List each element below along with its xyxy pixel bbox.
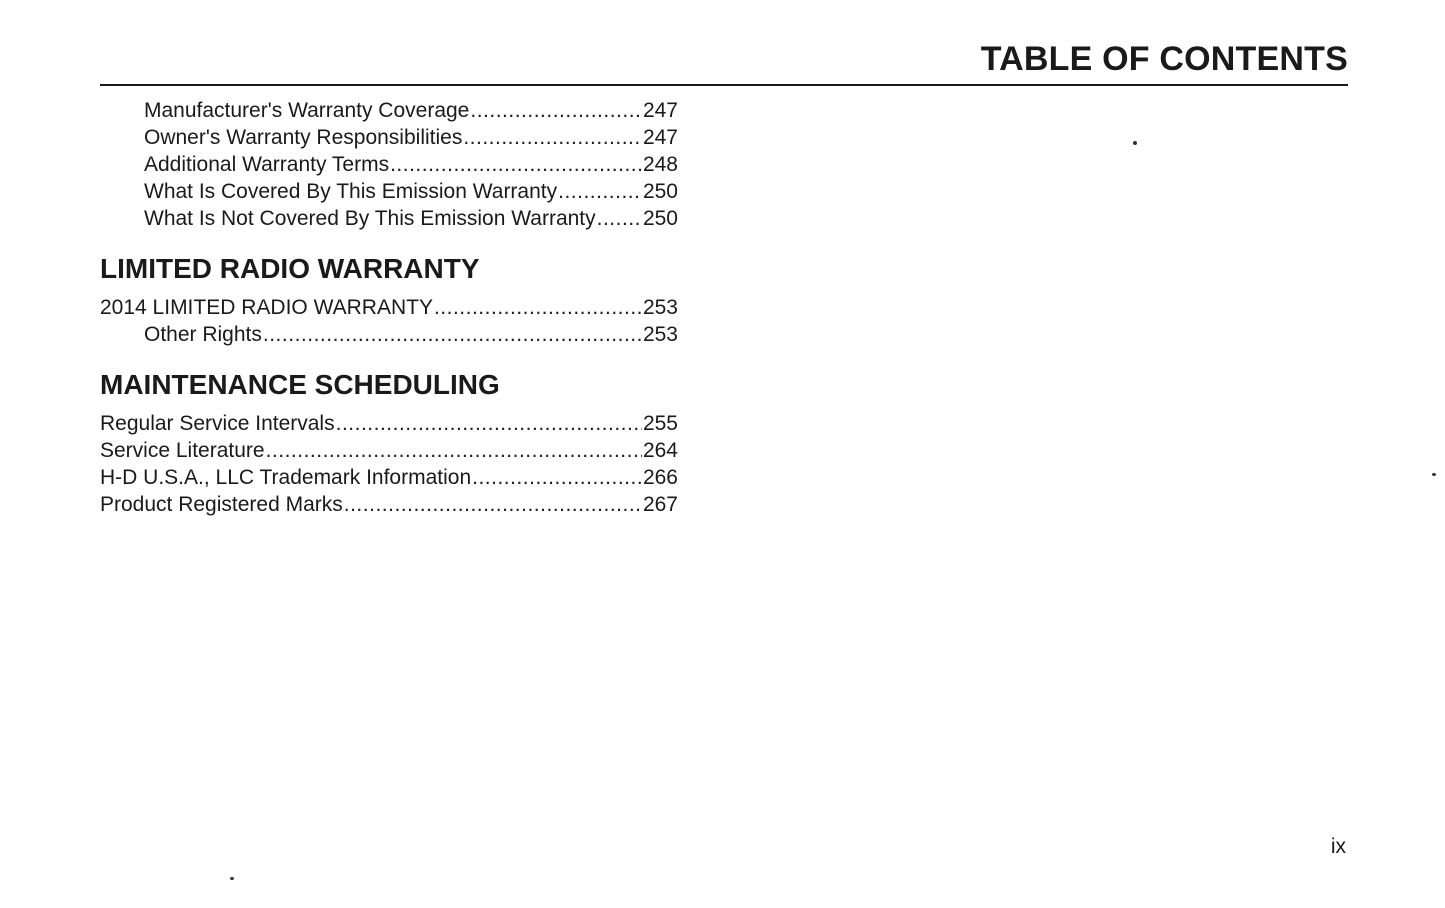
dot-leader (434, 294, 642, 321)
dot-leader (463, 124, 642, 151)
dot-leader (344, 491, 642, 518)
section-heading-maintenance-scheduling: MAINTENANCE SCHEDULING (100, 369, 500, 400)
toc-entry-page: 250 (642, 180, 678, 203)
toc-entry-what-is-not-covered[interactable] (100, 205, 678, 232)
toc-entry-trademark-information[interactable] (100, 464, 678, 491)
toc-entry-product-registered-marks[interactable] (100, 491, 678, 518)
dot-leader (470, 97, 642, 124)
toc-entry-additional-warranty-terms[interactable] (100, 151, 678, 178)
toc-entry-2014-limited-radio-warranty[interactable] (100, 294, 678, 321)
toc-entry-label: H-D U.S.A., LLC Trademark Information (100, 466, 472, 489)
toc-entry-regular-service-intervals[interactable] (100, 410, 678, 437)
toc-entry-label: Manufacturer's Warranty Coverage (144, 99, 470, 122)
dot-leader (390, 151, 642, 178)
toc-entry-page: 255 (642, 412, 678, 435)
toc-entry-manufacturers-warranty-coverage[interactable] (100, 97, 678, 124)
toc-entry-page: 250 (642, 207, 678, 230)
toc-entry-page: 247 (642, 126, 678, 149)
toc-entry-page: 248 (642, 153, 678, 176)
toc-entry-page: 253 (642, 323, 678, 346)
toc-entry-label: What Is Covered By This Emission Warranty (144, 180, 558, 203)
scan-speck (1432, 473, 1436, 476)
toc-entry-page: 266 (642, 466, 678, 489)
toc-entry-label: Service Literature (100, 439, 265, 462)
toc-entry-page: 267 (642, 493, 678, 516)
toc-entry-what-is-covered[interactable] (100, 178, 678, 205)
table-of-contents (100, 97, 678, 518)
dot-leader (263, 321, 642, 348)
toc-entry-other-rights[interactable] (100, 321, 678, 348)
dot-leader (472, 464, 642, 491)
toc-entry-label: Product Registered Marks (100, 493, 343, 516)
toc-entry-label: Additional Warranty Terms (144, 153, 390, 176)
toc-entry-page: 247 (642, 99, 678, 122)
toc-entry-page: 253 (642, 296, 678, 319)
section-heading-limited-radio-warranty: LIMITED RADIO WARRANTY (100, 253, 480, 284)
dot-leader (336, 410, 642, 437)
page-number: ix (1330, 835, 1346, 858)
page-header (100, 38, 1348, 86)
toc-entry-label: Owner's Warranty Responsibilities (144, 126, 463, 149)
dot-leader (266, 437, 642, 464)
page-title: TABLE OF CONTENTS (980, 40, 1348, 78)
toc-entry-owners-warranty-responsibilities[interactable] (100, 124, 678, 151)
toc-entry-label: What Is Not Covered By This Emission Warranty (144, 207, 596, 230)
dot-leader (597, 205, 642, 232)
toc-entry-page: 264 (642, 439, 678, 462)
dot-leader (558, 178, 642, 205)
scan-speck (230, 877, 234, 880)
toc-entry-service-literature[interactable] (100, 437, 678, 464)
scan-speck (1133, 141, 1137, 145)
toc-entry-label: 2014 LIMITED RADIO WARRANTY (100, 296, 433, 319)
toc-entry-label: Other Rights (144, 323, 262, 346)
toc-entry-label: Regular Service Intervals (100, 412, 335, 435)
